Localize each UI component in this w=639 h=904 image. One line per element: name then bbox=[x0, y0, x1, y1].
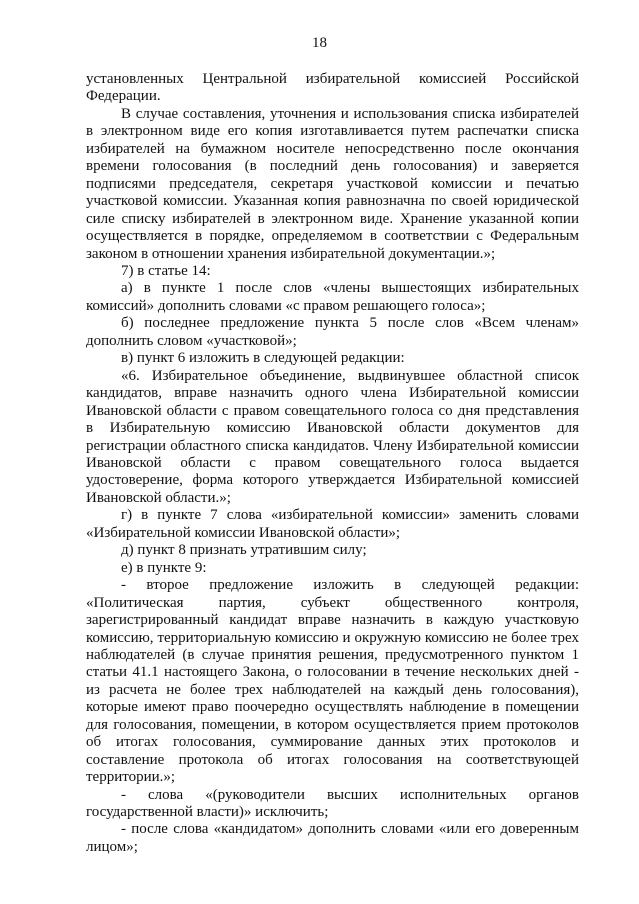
document-body bbox=[86, 71, 579, 856]
paragraph-observers-sentence: - второе предложение изложить в следующей редакции: «Политическая партия, субъект общественного контроля, зарегистрированный кандидат вправе назначить в каждую участковую комиссию, территориальную комиссию и окружную комиссию не более трех наблюдателей (в случае принятия решения, предусмотренного пунктом 1 статьи 41.1 настоящего Закона, о голосовании в течение нескольких дней - из расчета не более трех наблюдателей на каждый день голосования), которые имеют право поочередно осуществлять наблюдение в помещении для голосования, помещении, в котором осуществляется прием протоколов об итогах голосования, суммирование данных этих протоколов и составление протокола об итогах голосования на соответствующей территории.»; bbox=[86, 577, 579, 786]
paragraph-point-6-text: «6. Избирательное объединение, выдвинувшее областной список кандидатов, вправе назначить одного члена Избирательной комиссии Ивановской области с правом совещательного голоса со дня представления в Избирательную комиссию Ивановской области документов для регистрации областного списка кандидатов. Члену Избирательной комиссии Ивановской области с правом совещательного голоса выдается удостоверение, форма которого утверждается Избирательной комиссией Ивановской области.»; bbox=[86, 367, 579, 506]
paragraph-subitem-v: в) пункт 6 изложить в следующей редакции: bbox=[121, 350, 405, 367]
paragraph-subitem-b: б) последнее предложение пункта 5 после слов «Всем членам» дополнить словом «участковой»; bbox=[86, 315, 579, 349]
paragraph-subitem-a: а) в пункте 1 после слов «члены вышестоящих избирательных комиссий» дополнить словами «с правом решающего голоса»; bbox=[86, 280, 579, 314]
paragraph-subitem-d: д) пункт 8 признать утратившим силу; bbox=[121, 542, 367, 559]
page-number: 18 bbox=[312, 35, 327, 51]
paragraph-continuation: установленных Центральной избирательной комиссией Российской Федерации. bbox=[86, 71, 579, 105]
paragraph-add-words: - после слова «кандидатом» дополнить словами «или его доверенным лицом»; bbox=[86, 821, 579, 855]
paragraph-subitem-g: г) в пункте 7 слова «избирательной комиссии» заменить словами «Избирательной комиссии Ивановской области»; bbox=[86, 507, 579, 541]
paragraph-item-7: 7) в статье 14: bbox=[121, 262, 211, 279]
paragraph-subitem-e: е) в пункте 9: bbox=[121, 559, 207, 576]
paragraph-electronic-list-copy: В случае составления, уточнения и использования списка избирателей в электронном виде его копия изготавливается путем распечатки списка избирателей на бумажном носителе непосредственно после окончания времени голосования (в последний день голосования) и заверяется подписями председателя, секретаря участковой комиссии и печатью участковой комиссии. Указанная копия равнозначна по своей юридической силе списку избирателей в электронном виде. Хранение указанной копии осуществляется в порядке, определяемом в соответствии с Федеральным законом в отношении хранения избирательной документации.»; bbox=[86, 105, 579, 262]
paragraph-exclude-words: - слова «(руководители высших исполнительных органов государственной власти)» исключить; bbox=[86, 786, 579, 821]
